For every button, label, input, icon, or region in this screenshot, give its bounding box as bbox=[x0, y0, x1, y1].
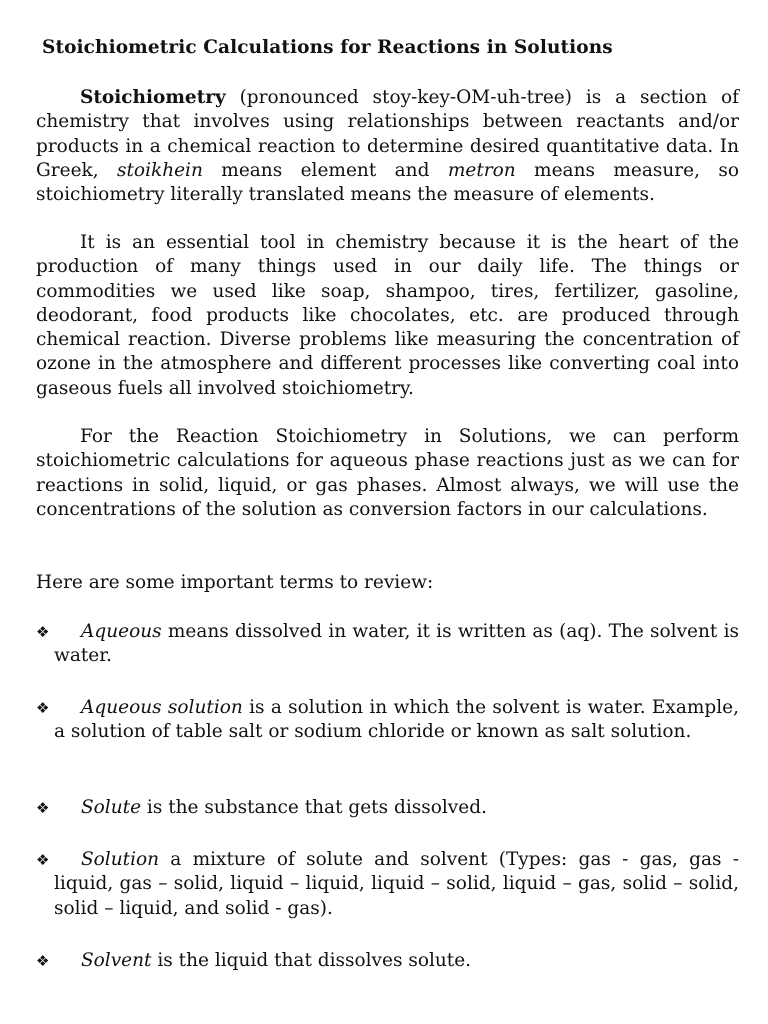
diamond-bullet-icon: ❖ bbox=[36, 699, 50, 717]
term-text bbox=[54, 696, 739, 745]
italic-metron: metron bbox=[447, 159, 516, 181]
italic-stoikhein: stoikhein bbox=[117, 159, 203, 181]
paragraph-reaction-stoichiometry: For the Reaction Stoichiometry in Solutions, we can perform stoichiometric calculations for aqueous phase reactions just as we can for reactions in solid, liquid, or gas phases. Almost always, we will use the concentrations of the solution as conversion factors in our calculations. bbox=[36, 426, 739, 520]
paragraph-text: means measure, so stoichiometry literally translated means the measure of elements. bbox=[36, 159, 739, 206]
term-definition: is a solution in which the solvent is water. Example, a solution of table salt or sodium chloride or known as salt solution. bbox=[54, 697, 739, 743]
term-name: Aqueous bbox=[81, 621, 162, 642]
term-name: Solution bbox=[81, 849, 160, 870]
diamond-bullet-icon: ❖ bbox=[36, 623, 50, 641]
term-definition: is the substance that gets dissolved. bbox=[141, 797, 487, 818]
term-stoichiometry: Stoichiometry bbox=[80, 87, 226, 108]
term-definition: means dissolved in water, it is written as (aq). The solvent is water. bbox=[54, 621, 739, 667]
term-name: Solvent bbox=[81, 950, 152, 971]
term-definition: is the liquid that dissolves solute. bbox=[151, 950, 472, 971]
paragraph-essential-tool: It is an essential tool in chemistry because it is the heart of the production of many things used in our daily life. The things or commodities we used like soap, shampoo, tires, fertilizer, gasoline, deodorant, food products like chocolates, etc. are produced through chemical reaction. Diverse problems like measuring the concentration of ozone in the atmosphere and different processes like converting coal into gaseous fuels all involved stoichiometry. bbox=[36, 232, 739, 399]
paragraph-text: (pronounced stoy-key-OM-uh-tree) is a section of chemistry that involves using relationships between reactants and/or products in a chemical reaction to determine desired quantitative data. In Greek, bbox=[36, 87, 739, 181]
term-text bbox=[54, 949, 739, 973]
term-text bbox=[54, 620, 739, 669]
term-text bbox=[54, 796, 739, 820]
term-name: Solute bbox=[81, 797, 142, 818]
review-intro: Here are some important terms to review: bbox=[36, 572, 434, 593]
diamond-bullet-icon: ❖ bbox=[36, 952, 50, 970]
paragraph-text: means element and bbox=[202, 159, 448, 181]
term-name: Aqueous solution bbox=[81, 697, 243, 718]
diamond-bullet-icon: ❖ bbox=[36, 799, 50, 817]
diamond-bullet-icon: ❖ bbox=[36, 851, 50, 869]
paragraph-stoichiometry-definition bbox=[36, 86, 739, 207]
term-definition: a mixture of solute and solvent (Types: gas - gas, gas - liquid, gas – solid, liquid – liquid, liquid – solid, liquid – gas, solid – solid, solid – liquid, and solid - gas). bbox=[54, 849, 739, 919]
page-title: Stoichiometric Calculations for Reactions in Solutions bbox=[42, 37, 613, 58]
term-text bbox=[54, 848, 739, 921]
